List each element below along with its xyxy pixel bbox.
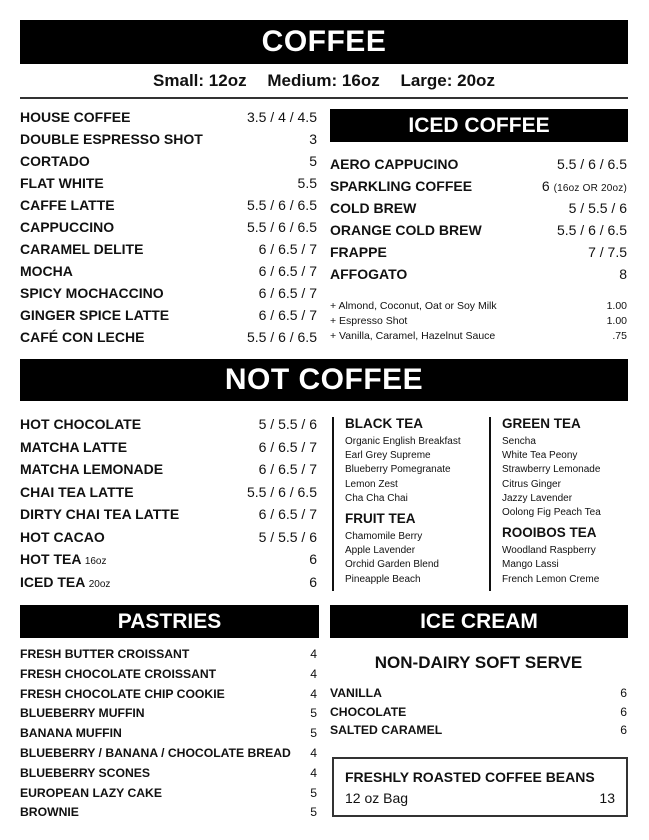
beans-title: FRESHLY ROASTED COFFEE BEANS xyxy=(345,769,595,785)
not-coffee-section-title: NOT COFFEE xyxy=(20,359,628,401)
item-name: BLUEBERRY / BANANA / CHOCOLATE BREAD xyxy=(20,745,291,760)
size-large: Large: 20oz xyxy=(400,71,495,90)
item-price: 5 / 5.5 / 6 xyxy=(568,200,627,216)
menu-item xyxy=(330,219,627,241)
item-price: 5 xyxy=(309,153,317,169)
item-name xyxy=(20,481,134,504)
item-price: 6 xyxy=(309,573,317,590)
menu-item xyxy=(20,413,317,436)
iced-coffee-section-title: ICED COFFEE xyxy=(330,109,628,142)
menu-item xyxy=(20,436,317,459)
menu-item xyxy=(330,684,627,703)
item-name: COLD BREW xyxy=(330,200,417,216)
item-name-text: ICED TEA xyxy=(20,573,85,590)
item-price: 6 / 6.5 / 7 xyxy=(258,263,317,279)
tea-item: Cha Cha Chai xyxy=(345,492,408,504)
column-divider xyxy=(332,417,334,591)
addon-name: + Almond, Coconut, Oat or Soy Milk xyxy=(330,300,497,312)
menu-item xyxy=(20,326,317,348)
menu-item xyxy=(20,128,317,150)
item-name: FRESH BUTTER CROISSANT xyxy=(20,647,190,661)
addon-name: + Espresso Shot xyxy=(330,315,408,327)
menu-item xyxy=(20,503,317,526)
tea-item: White Tea Peony xyxy=(502,450,578,462)
item-price: 5.5 / 6 / 6.5 xyxy=(556,222,627,238)
item-price: 5.5 / 6 / 6.5 xyxy=(246,329,317,345)
item-price: 3 xyxy=(309,131,317,147)
item-name: FRESH CHOCOLATE CHIP COOKIE xyxy=(20,686,225,701)
item-name: AERO CAPPUCINO xyxy=(330,156,459,172)
tea-item: Orchid Garden Blend xyxy=(345,559,439,571)
item-price: 4 xyxy=(310,745,317,760)
menu-item xyxy=(20,150,317,172)
item-name: CAFFE LATTE xyxy=(20,197,115,213)
item-name xyxy=(20,503,179,526)
item-name-text: DIRTY CHAI TEA LATTE xyxy=(20,506,180,522)
item-name: FRESH CHOCOLATE CROISSANT xyxy=(20,666,217,681)
menu-item xyxy=(20,458,317,481)
item-name: SPICY MOCHACCINO xyxy=(20,285,164,301)
item-name-text: HOT CHOCOLATE xyxy=(20,416,142,432)
item-price: 3.5 / 4 / 4.5 xyxy=(246,109,317,125)
pastries-section-title: PASTRIES xyxy=(20,605,319,638)
menu-item xyxy=(20,724,317,744)
menu-item xyxy=(20,106,317,128)
item-name: DOUBLE ESPRESSO SHOT xyxy=(20,131,203,147)
tea-item: Citrus Ginger xyxy=(502,478,561,490)
item-name: BLUEBERRY SCONES xyxy=(20,765,151,780)
tea-item: Blueberry Pomegranate xyxy=(345,464,451,476)
item-name: BLUEBERRY MUFFIN xyxy=(20,706,145,721)
menu-item xyxy=(330,153,627,175)
menu-item xyxy=(20,172,317,194)
item-price: 6 / 6.5 / 7 xyxy=(258,438,317,455)
item-size-note: (16oz OR 20oz) xyxy=(553,183,627,194)
item-name-text: CHAI TEA LATTE xyxy=(20,483,134,500)
item-name: CHOCOLATE xyxy=(330,704,407,719)
coffee-section-title: COFFEE xyxy=(20,20,628,64)
menu-item xyxy=(20,744,317,764)
tea-item: Woodland Raspberry xyxy=(502,545,596,557)
menu-item xyxy=(20,304,317,326)
item-name: FRAPPE xyxy=(330,244,387,260)
item-price: 6 / 6.5 / 7 xyxy=(258,307,317,323)
item-price: 5 / 5.5 / 6 xyxy=(258,528,317,545)
item-price: 7 / 7.5 xyxy=(588,244,627,260)
addon-item xyxy=(330,329,627,344)
item-price: 5 xyxy=(310,706,317,721)
item-price: 6 / 6.5 / 7 xyxy=(258,461,317,477)
cup-sizes xyxy=(20,70,628,92)
item-name: ORANGE COLD BREW xyxy=(330,222,482,238)
item-name: CAPPUCCINO xyxy=(20,219,115,235)
menu-item xyxy=(20,784,317,804)
pastries-menu-list xyxy=(20,645,317,823)
item-name: 12 oz Bag xyxy=(345,790,409,806)
tea-item: Sencha xyxy=(502,436,536,447)
addon-price: 1.00 xyxy=(606,315,627,327)
coffee-menu-list xyxy=(20,106,317,348)
item-price: 4 xyxy=(310,686,317,701)
item-name: SPARKLING COFFEE xyxy=(330,178,473,194)
addons-list xyxy=(330,299,627,344)
item-name xyxy=(20,571,110,597)
tea-column-left xyxy=(345,415,485,587)
item-name: CAFÉ CON LECHE xyxy=(20,329,145,345)
item-name xyxy=(20,526,105,549)
tea-item: Mango Lassi xyxy=(502,559,559,571)
menu-item xyxy=(20,685,317,705)
item-name: HOUSE COFFEE xyxy=(20,109,131,125)
item-name-text: HOT TEA xyxy=(20,551,81,567)
column-divider xyxy=(489,417,491,591)
item-name: SALTED CARAMEL xyxy=(330,723,443,737)
item-price: 6 / 6.5 / 7 xyxy=(258,285,317,301)
item-size: 16oz xyxy=(84,556,107,567)
item-price: 6 / 6.5 / 7 xyxy=(258,506,317,522)
coffee-beans-box xyxy=(332,757,628,817)
item-name-text: MATCHA LEMONADE xyxy=(20,461,164,477)
tea-item: Organic English Breakfast xyxy=(345,436,461,447)
tea-item: Lemon Zest xyxy=(345,478,398,490)
tea-column-right xyxy=(502,415,642,587)
rooibos-tea-heading: ROOIBOS TEA xyxy=(502,525,597,541)
item-price: 13 xyxy=(599,790,615,806)
item-price: 8 xyxy=(619,266,627,282)
item-price: 4 xyxy=(310,765,317,780)
addon-price: .75 xyxy=(612,330,627,342)
not-coffee-menu-list xyxy=(20,413,317,593)
item-size: 20oz xyxy=(88,578,111,590)
menu-item xyxy=(330,197,627,219)
item-price: 5 / 5.5 / 6 xyxy=(258,416,317,432)
item-name xyxy=(20,458,163,481)
item-price: 5.5 / 6 / 6.5 xyxy=(246,219,317,235)
menu-item xyxy=(20,260,317,282)
tea-item: Oolong Fig Peach Tea xyxy=(502,506,601,518)
menu-item xyxy=(20,571,317,594)
item-name: MOCHA xyxy=(20,263,73,279)
item-name: GINGER SPICE LATTE xyxy=(20,307,170,323)
item-price: 5 xyxy=(310,785,317,800)
fruit-tea-heading: FRUIT TEA xyxy=(345,510,416,526)
item-price: 5 xyxy=(310,805,317,820)
addon-item xyxy=(330,314,627,329)
tea-item: Strawberry Lemonade xyxy=(502,464,601,476)
tea-item: Chamomile Berry xyxy=(345,530,423,542)
item-price: 4 xyxy=(310,666,317,681)
item-name-text: HOT CACAO xyxy=(20,528,105,545)
item-name: CORTADO xyxy=(20,153,90,169)
item-price: 4 xyxy=(310,647,317,661)
addon-name: + Vanilla, Caramel, Hazelnut Sauce xyxy=(330,330,496,342)
item-name-text: MATCHA LATTE xyxy=(20,438,128,455)
menu-item xyxy=(330,721,627,740)
item-name: AFFOGATO xyxy=(330,266,408,282)
black-tea-heading: BLACK TEA xyxy=(345,416,423,431)
menu-item xyxy=(20,704,317,724)
item-name: EUROPEAN LAZY CAKE xyxy=(20,785,162,800)
menu-item xyxy=(20,803,317,823)
item-price: 6 xyxy=(620,704,627,719)
item-name: CARAMEL DELITE xyxy=(20,241,144,257)
menu-item xyxy=(330,175,627,197)
menu-item xyxy=(330,263,627,285)
menu-item xyxy=(345,787,615,809)
menu-item xyxy=(330,703,627,722)
item-name: VANILLA xyxy=(330,686,382,700)
menu-item xyxy=(20,194,317,216)
menu-item xyxy=(20,238,317,260)
soft-serve-subtitle: NON-DAIRY SOFT SERVE xyxy=(374,653,583,672)
item-price: 6 / 6.5 / 7 xyxy=(258,241,317,257)
tea-item: Pineapple Beach xyxy=(345,573,421,585)
item-price: 5.5 / 6 / 6.5 xyxy=(246,483,317,500)
item-price: 6 xyxy=(620,723,627,737)
green-tea-heading: GREEN TEA xyxy=(502,416,581,431)
item-price-value: 6 xyxy=(541,178,550,194)
addon-item xyxy=(330,299,627,314)
tea-item: Earl Grey Supreme xyxy=(345,450,431,462)
item-price: 5.5 / 6 / 6.5 xyxy=(246,197,317,213)
ice-cream-section-title: ICE CREAM xyxy=(330,605,628,638)
menu-item xyxy=(20,526,317,549)
item-price: 5.5 / 6 / 6.5 xyxy=(556,156,627,172)
item-name: BANANA MUFFIN xyxy=(20,726,122,741)
size-small: Small: 12oz xyxy=(153,71,247,90)
addon-price: 1.00 xyxy=(606,300,627,312)
menu-item xyxy=(20,764,317,784)
divider xyxy=(20,97,628,99)
tea-item: Apple Lavender xyxy=(345,545,416,557)
menu-item xyxy=(20,216,317,238)
ice-cream-menu-list xyxy=(330,684,627,740)
item-name xyxy=(20,413,141,436)
item-price: 5 xyxy=(310,726,317,741)
menu-item xyxy=(330,241,627,263)
size-medium: Medium: 16oz xyxy=(267,71,380,90)
tea-item: French Lemon Creme xyxy=(502,573,600,585)
menu-item xyxy=(20,282,317,304)
menu-item xyxy=(20,645,317,665)
item-name xyxy=(20,436,127,459)
item-price: 6 xyxy=(309,551,317,567)
item-price: 5.5 xyxy=(297,175,317,191)
item-price: 6 xyxy=(620,686,627,700)
iced-coffee-menu-list xyxy=(330,153,627,285)
item-name: BROWNIE xyxy=(20,805,79,820)
item-name: FLAT WHITE xyxy=(20,175,104,191)
menu-item xyxy=(20,481,317,504)
tea-item: Jazzy Lavender xyxy=(502,492,573,504)
menu-item xyxy=(20,665,317,685)
menu-item xyxy=(20,548,317,571)
